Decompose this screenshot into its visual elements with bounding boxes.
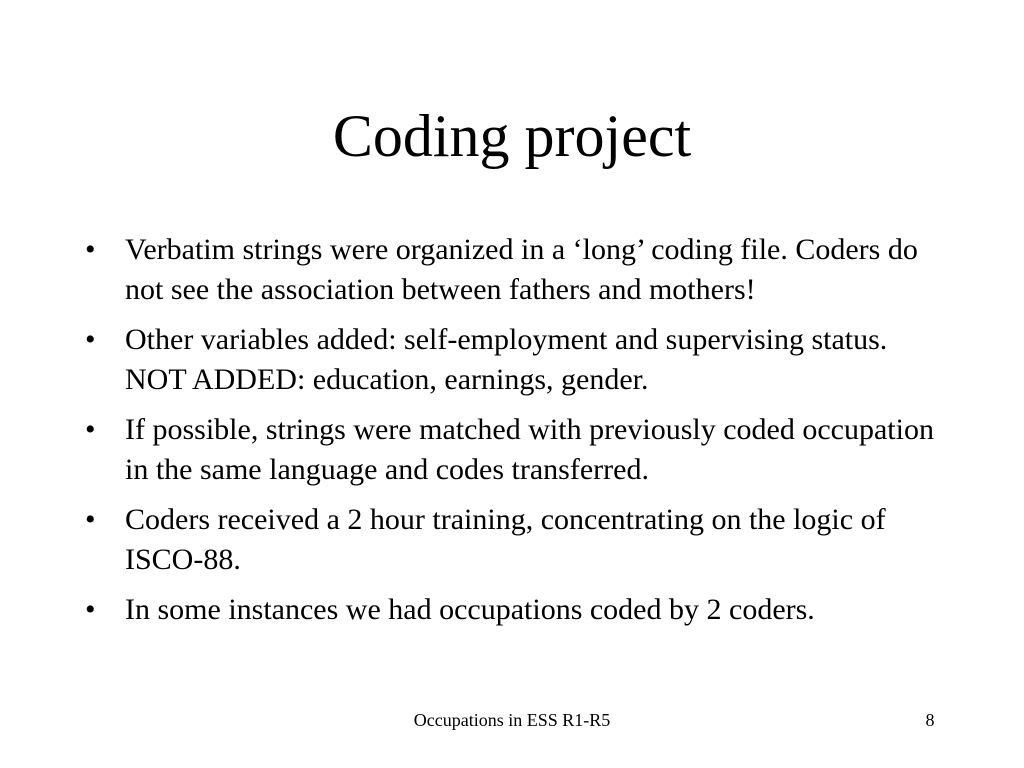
footer-title: Occupations in ESS R1-R5 <box>413 710 611 730</box>
bullet-icon: • <box>85 233 96 266</box>
bullet-item <box>85 500 935 580</box>
bullet-text: Coders received a 2 hour training, concentrating on the logic of ISCO-88. <box>125 503 886 576</box>
bullet-list <box>85 230 935 640</box>
bullet-text: In some instances we had occupations coded by 2 coders. <box>125 593 815 626</box>
bullet-icon: • <box>85 323 96 356</box>
slide-title: Coding project <box>332 103 692 169</box>
page-number: 8 <box>925 710 935 730</box>
bullet-item <box>85 230 935 310</box>
bullet-item <box>85 320 935 400</box>
bullet-icon: • <box>85 413 96 446</box>
bullet-icon: • <box>85 503 96 536</box>
bullet-text: If possible, strings were matched with previously coded occupation in the same language and codes transferred. <box>125 413 934 486</box>
bullet-item <box>85 410 935 490</box>
bullet-icon: • <box>85 593 96 626</box>
bullet-text: Other variables added: self-employment and supervising status. NOT ADDED: education, earnings, gender. <box>125 323 888 396</box>
bullet-text: Verbatim strings were organized in a ‘long’ coding file. Coders do not see the association between fathers and mothers! <box>125 233 918 306</box>
bullet-item <box>85 590 935 630</box>
